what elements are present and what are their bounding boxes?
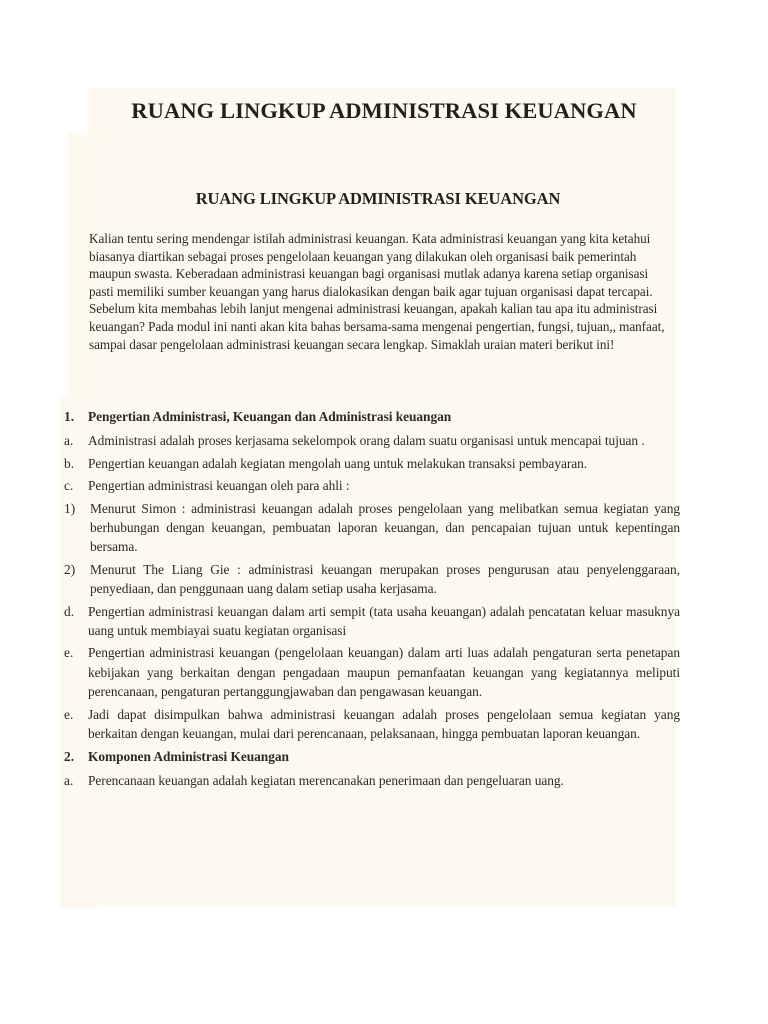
list-marker: a.	[64, 772, 74, 788]
list-marker: d.	[64, 603, 75, 619]
list-text: Pengertian administrasi keuangan dalam arti sempit (tata usaha keuangan) adalah pencatatan keluar masuknya uang untuk membiayai suatu kegiatan organisasi	[88, 603, 680, 639]
section-heading: RUANG LINGKUP ADMINISTRASI KEUANGAN	[195, 189, 561, 208]
intro-paragraph: Kalian tentu sering mendengar istilah administrasi keuangan. Kata administrasi keuangan yang kita ketahui biasanya diartikan sebagai proses pengelolaan keuangan yang dilakukan oleh organisasi baik pemerintah maupun swasta. Keberadaan administrasi keuangan bagi organisasi mutlak adanya karena setiap organisasi pasti memiliki sumber keuangan yang harus dialokasikan dengan baik agar tujuan organisasi dapat tercapai. Sebelum kita membahas lebih lanjut mengenai administrasi keuangan, apakah kalian tau apa itu administrasi keuangan? Pada modul ini nanti akan kita bahas bersama-sama mengenai pengertian, fungsi, tujuan,, manfaat, sampai dasar pengelolaan administrasi keuangan secara lengkap. Simaklah uraian materi berikut ini!	[89, 231, 665, 352]
list-marker: a.	[64, 433, 74, 449]
list-marker: b.	[64, 455, 75, 471]
list-item	[64, 431, 680, 450]
list-item	[64, 560, 680, 599]
list-item	[64, 454, 680, 473]
list-item	[64, 476, 680, 495]
list-text: Pengertian Administrasi, Keuangan dan Administrasi keuangan	[88, 409, 452, 424]
list-item	[64, 499, 680, 557]
list-marker: c.	[64, 478, 74, 494]
list-item	[64, 602, 680, 641]
list-text: Jadi dapat disimpulkan bahwa administrasi keuangan adalah proses pengelolaan semua kegiatan yang berkaitan dengan keuangan, mulai dari perencanaan, pelaksanaan, hingga pembuatan laporan keuangan.	[88, 706, 680, 742]
list-marker: e.	[64, 645, 74, 661]
list-marker: 1)	[64, 500, 76, 516]
list-item	[64, 643, 680, 701]
list-item	[64, 407, 680, 426]
page-title: RUANG LINGKUP ADMINISTRASI KEUANGAN	[131, 98, 637, 123]
list-text: Menurut Simon : administrasi keuangan adalah proses pengelolaan yang melibatkan semua kegiatan yang berhubungan dengan keuangan, pembuatan laporan keuangan, dan pencapaian tujuan untuk kepentingan bersama.	[90, 500, 680, 555]
list-text: Pengertian keuangan adalah kegiatan mengolah uang untuk melakukan transaksi pembayaran.	[88, 455, 588, 471]
list-item	[64, 747, 680, 766]
list-marker: 2)	[64, 561, 76, 577]
list-item	[64, 705, 680, 744]
list-item	[64, 771, 680, 790]
list-text: Pengertian administrasi keuangan oleh para ahli :	[88, 478, 350, 494]
list-text: Menurut The Liang Gie : administrasi keuangan merupakan proses pengurusan atau penyelenggaraan, penyediaan, dan penggunaan uang dalam setiap usaha kerjasama.	[90, 561, 680, 597]
list-text: Pengertian administrasi keuangan (pengelolaan keuangan) dalam arti luas adalah pengaturan serta penetapan kebijakan yang berkaitan dengan pengadaan maupun pemanfaatan keuangan yang kegiatannya meliputi perencanaan, pengaturan pertanggungjawaban dan pengawasan keuangan.	[88, 645, 680, 700]
list-text: Administrasi adalah proses kerjasama sekelompok orang dalam suatu organisasi untuk mencapai tujuan .	[88, 433, 645, 449]
list-marker: e.	[64, 706, 74, 722]
list-text: Komponen Administrasi Keuangan	[88, 748, 289, 764]
list-marker: 1.	[64, 409, 75, 424]
list-text: Perencanaan keuangan adalah kegiatan merencanakan penerimaan dan pengeluaran uang.	[88, 772, 564, 788]
content-list	[64, 407, 680, 790]
list-marker: 2.	[64, 748, 75, 764]
